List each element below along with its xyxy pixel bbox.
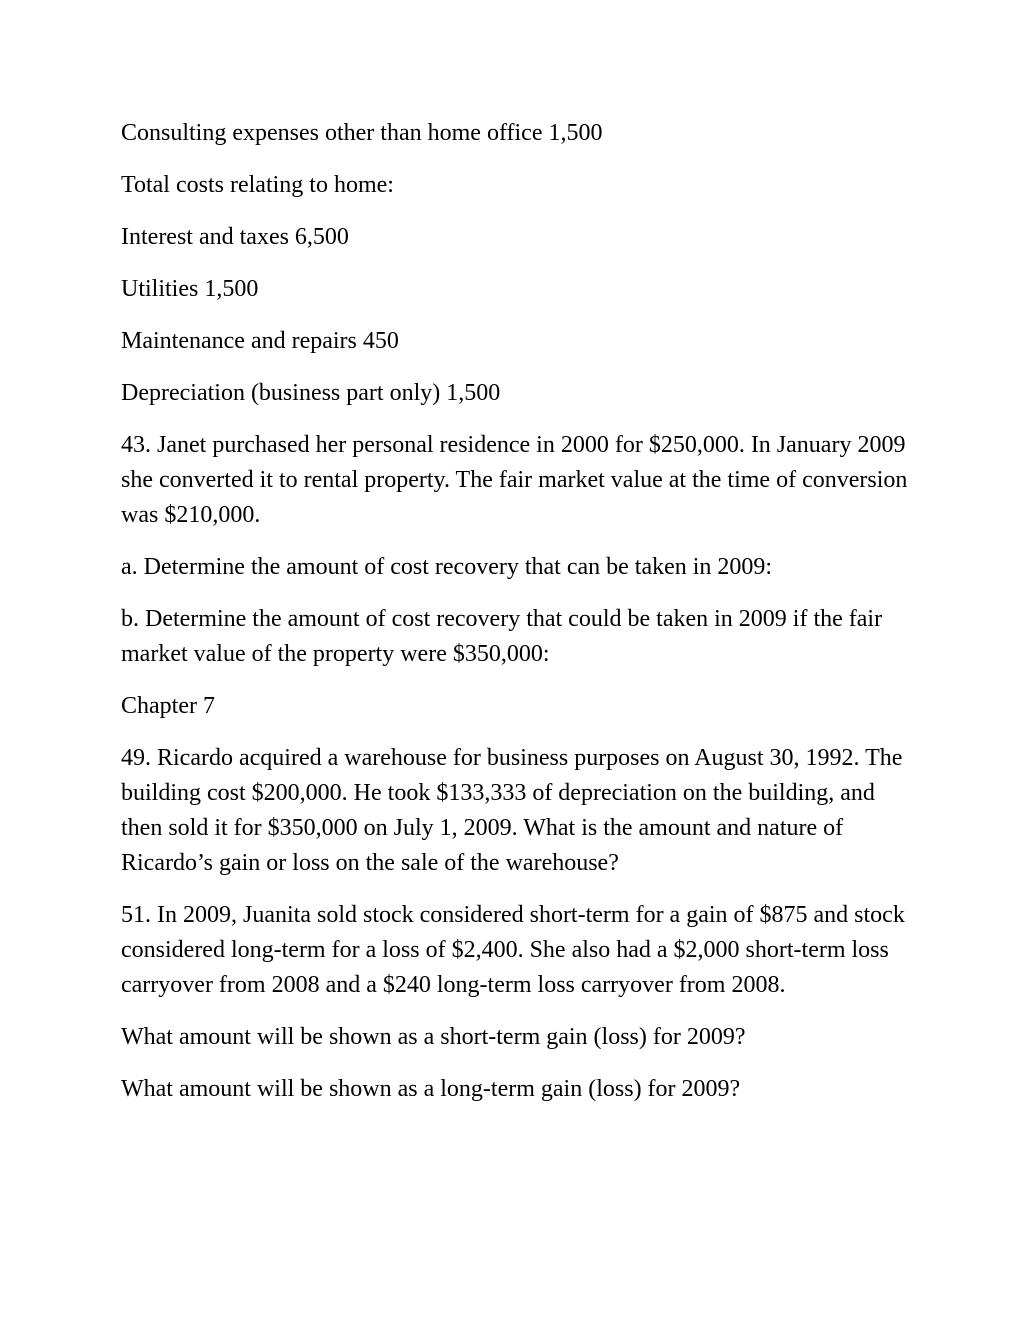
home-costs-heading: Total costs relating to home: — [121, 172, 394, 198]
question-51-short-term: What amount will be shown as a short-term gain (loss) for 2009? — [121, 1024, 746, 1050]
question-51: 51. In 2009, Juanita sold stock considered short-term for a gain of $875 and stock considered long-term for a loss of $2,400. She also had a $2,000 short-term loss carryover from 2008 and a $240 long-term loss carryover from 2008. — [121, 902, 905, 998]
question-51-long-term: What amount will be shown as a long-term gain (loss) for 2009? — [121, 1076, 741, 1102]
depreciation-line: Depreciation (business part only) 1,500 — [121, 380, 501, 406]
question-49: 49. Ricardo acquired a warehouse for business purposes on August 30, 1992. The building cost $200,000. He took $133,333 of depreciation on the building, and then sold it for $350,000 on July 1, 2009. What is the amount and nature of Ricardo’s gain or loss on the sale of the warehouse? — [121, 745, 903, 876]
interest-taxes-line: Interest and taxes 6,500 — [121, 224, 349, 250]
chapter-heading: Chapter 7 — [121, 693, 215, 719]
consulting-expenses-line: Consulting expenses other than home office 1,500 — [121, 120, 603, 146]
question-43b: b. Determine the amount of cost recovery that could be taken in 2009 if the fair market value of the property were $350,000: — [121, 606, 883, 667]
question-43: 43. Janet purchased her personal residence in 2000 for $250,000. In January 2009 she converted it to rental property. The fair market value at the time of conversion was $210,000. — [121, 432, 908, 528]
question-43a: a. Determine the amount of cost recovery that can be taken in 2009: — [121, 554, 773, 580]
document-body — [121, 116, 921, 1124]
utilities-line: Utilities 1,500 — [121, 276, 259, 302]
maintenance-repairs-line: Maintenance and repairs 450 — [121, 328, 399, 354]
